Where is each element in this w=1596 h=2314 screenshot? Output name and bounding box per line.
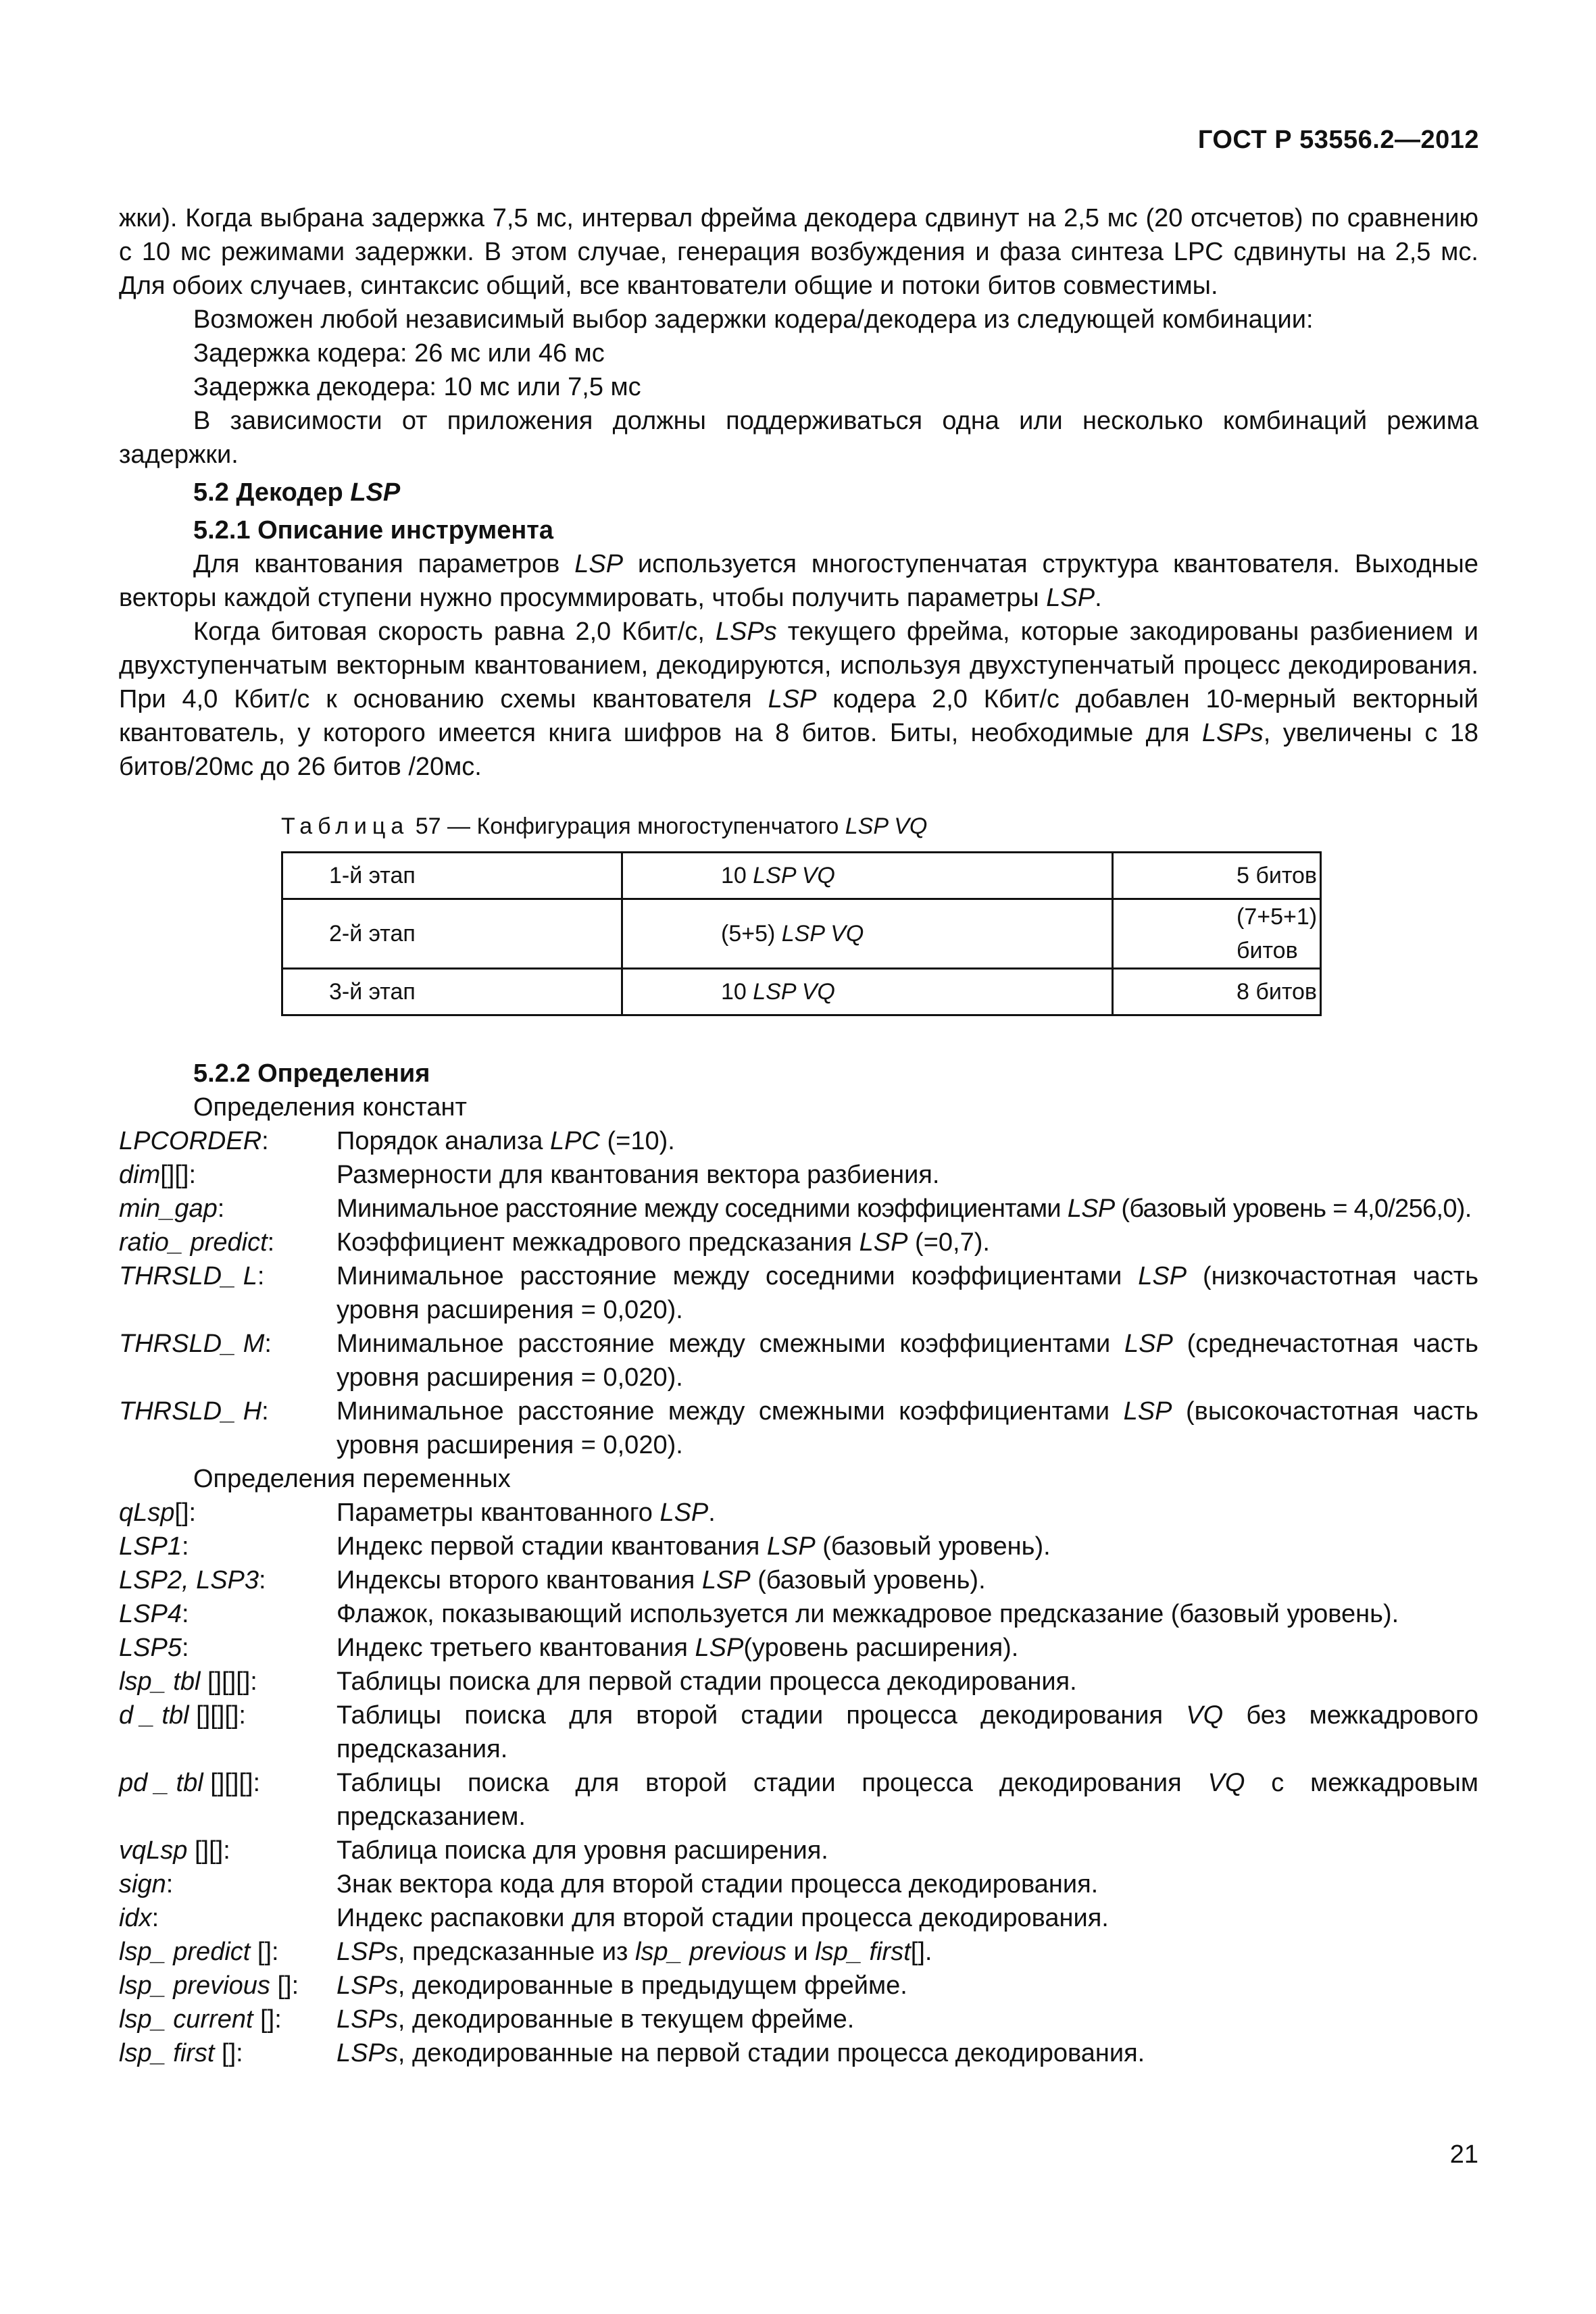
term-name: lsp_ previous <box>119 1971 270 2000</box>
definition-text <box>336 1766 1478 1834</box>
definition-term <box>119 1766 336 1834</box>
definition-part: LPC <box>550 1127 600 1155</box>
page-body <box>119 201 1478 2070</box>
term-suffix: [][]: <box>160 1161 197 1189</box>
definition-text <box>336 1394 1478 1462</box>
definition-part: Минимальное расстояние между соседними коэффициентами <box>336 1262 1139 1290</box>
term-suffix: []: <box>214 2039 243 2067</box>
term-name: LSP2, LSP3 <box>119 1566 259 1594</box>
definition-part: Таблицы поиска для второй стадии процесса декодирования <box>336 1701 1187 1730</box>
bits-cell: (7+5+1) битов <box>1113 899 1321 969</box>
table-row <box>282 969 1321 1015</box>
constants-subheading: Определения констант <box>193 1093 467 1122</box>
definition-row <box>119 1158 1478 1192</box>
definition-row <box>119 1192 1478 1226</box>
definition-part: LSP <box>1138 1262 1187 1290</box>
stage-cell: 3-й этап <box>282 969 622 1015</box>
definition-part: LSPs <box>336 2005 398 2034</box>
definition-text <box>336 1935 1478 1969</box>
definition-text <box>336 1969 1478 2003</box>
term-name: ratio_ predict <box>119 1228 268 1257</box>
variables-subheading: Определения переменных <box>193 1465 511 1493</box>
term-name: lsp_ current <box>119 2005 253 2034</box>
definition-part: LSP <box>766 1532 816 1561</box>
definition-term <box>119 1226 336 1259</box>
definition-row <box>119 1766 1478 1834</box>
definition-part: , предсказанные из <box>397 1938 636 1966</box>
table-row <box>282 853 1321 899</box>
definition-term <box>119 2003 336 2036</box>
definition-part: LSP <box>1123 1397 1172 1426</box>
definition-part: (базовый уровень = 4,0/256,0). <box>1114 1194 1472 1223</box>
definition-part: lsp_ previous <box>635 1938 787 1966</box>
definition-part: LSPs <box>336 2039 398 2067</box>
intro-paragraph-2: Возможен любой независимый выбор задержки кодера/декодера из следующей комбинации: <box>193 305 1314 334</box>
definition-part: (базовый уровень). <box>815 1532 1051 1561</box>
bits-cell: 5 битов <box>1113 853 1321 899</box>
definition-text <box>336 1665 1478 1699</box>
definition-term <box>119 1158 336 1192</box>
definition-part: , декодированные на первой стадии процесса декодирования. <box>397 2039 1145 2067</box>
definition-text <box>336 1901 1478 1935</box>
term-name: LPCORDER <box>119 1127 262 1155</box>
definition-part: , декодированные в предыдущем фрейме. <box>397 1971 907 2000</box>
definition-part: Индекс первой стадии квантования <box>336 1532 767 1561</box>
definition-part: (базовый уровень). <box>750 1566 986 1594</box>
term-name: pd _ tbl <box>119 1769 203 1797</box>
definition-text <box>336 1226 1478 1259</box>
term-name: dim <box>119 1161 161 1189</box>
term-suffix: : <box>181 1634 189 1662</box>
definition-row <box>119 1631 1478 1665</box>
vq-prefix: 10 <box>721 979 753 1005</box>
definition-part: lsp_ first <box>815 1938 911 1966</box>
definition-text <box>336 1631 1478 1665</box>
term-name: qLsp <box>119 1499 175 1527</box>
definition-part: LSP <box>859 1228 908 1257</box>
table-57 <box>281 851 1322 1016</box>
vq-prefix: (5+5) <box>721 921 782 947</box>
definition-part: (=10). <box>599 1127 675 1155</box>
definition-part: Флажок, показывающий используется ли межкадровое предсказание (базовый уровень). <box>336 1600 1399 1628</box>
term-suffix: []: <box>174 1499 197 1527</box>
term-suffix: : <box>217 1194 225 1223</box>
definition-row <box>119 2036 1478 2070</box>
definition-part: LSP <box>1124 1330 1173 1358</box>
definition-text <box>336 1563 1478 1597</box>
definition-part: Порядок анализа <box>336 1127 550 1155</box>
stage-cell: 1-й этап <box>282 853 622 899</box>
definition-term <box>119 1327 336 1394</box>
definition-part: без межкадрового предсказания. <box>336 1701 1478 1763</box>
definition-row <box>119 1867 1478 1901</box>
definition-row <box>119 1327 1478 1394</box>
term-suffix: [][][]: <box>203 1769 261 1797</box>
term-suffix: : <box>181 1532 189 1561</box>
term-name: lsp_ first <box>119 2039 215 2067</box>
intro-paragraph-4: Задержка декодера: 10 мс или 7,5 мс <box>193 373 641 401</box>
definition-term <box>119 1530 336 1563</box>
definition-part: []. <box>910 1938 932 1966</box>
definition-text <box>336 2003 1478 2036</box>
term-name: THRSLD_ L <box>119 1262 257 1290</box>
term-name: lsp_ tbl <box>119 1667 201 1696</box>
definition-part: Таблица поиска для уровня расширения. <box>336 1836 828 1865</box>
definition-row <box>119 1665 1478 1699</box>
definition-part: (высокочастотная часть уровня расширения = 0,020). <box>336 1397 1478 1459</box>
definition-part: Таблицы поиска для второй стадии процесса декодирования <box>336 1769 1208 1797</box>
vq-cell <box>622 899 1113 969</box>
vq-cell <box>622 969 1113 1015</box>
term-name: sign <box>119 1870 166 1898</box>
definition-term <box>119 1969 336 2003</box>
definition-part: с межкадровым предсказанием. <box>336 1769 1478 1831</box>
definition-part: LSPs <box>336 1938 398 1966</box>
term-suffix: : <box>261 1397 269 1426</box>
definition-row <box>119 1901 1478 1935</box>
definition-text <box>336 1327 1478 1394</box>
definition-row <box>119 1699 1478 1766</box>
definition-part: Коэффициент межкадрового предсказания <box>336 1228 859 1257</box>
definition-text <box>336 1158 1478 1192</box>
term-name: min_gap <box>119 1194 218 1223</box>
definition-term <box>119 1935 336 1969</box>
term-name: d _ tbl <box>119 1701 189 1730</box>
vq-cell <box>622 853 1113 899</box>
definition-part: Таблицы поиска для первой стадии процесса декодирования. <box>336 1667 1077 1696</box>
standard-code-header: ГОСТ Р 53556.2—2012 <box>1197 126 1479 154</box>
definition-term <box>119 1631 336 1665</box>
section-5-2-2-heading: 5.2.2 Определения <box>193 1059 430 1088</box>
variables-definition-list <box>119 1496 1478 2070</box>
definition-term <box>119 1259 336 1327</box>
definition-term <box>119 1901 336 1935</box>
definition-row <box>119 1834 1478 1867</box>
term-suffix: : <box>181 1600 189 1628</box>
definition-text <box>336 1496 1478 1530</box>
definition-row <box>119 1226 1478 1259</box>
definition-row <box>119 1935 1478 1969</box>
term-name: LSP5 <box>119 1634 182 1662</box>
definition-part: (низкочастотная часть уровня расширения = 0,020). <box>336 1262 1479 1324</box>
definition-part: Минимальное расстояние между смежными коэффициентами <box>336 1397 1124 1426</box>
definition-term <box>119 1867 336 1901</box>
vq-label: LSP VQ <box>781 921 864 947</box>
term-name: THRSLD_ M <box>119 1330 265 1358</box>
definition-term <box>119 1192 336 1226</box>
term-suffix: : <box>257 1262 265 1290</box>
term-suffix: : <box>259 1566 266 1594</box>
vq-prefix: 10 <box>721 863 753 888</box>
term-suffix: []: <box>253 2005 282 2034</box>
term-suffix: : <box>267 1228 275 1257</box>
definition-row <box>119 1394 1478 1462</box>
definition-row <box>119 2003 1478 2036</box>
definition-part: LSP <box>701 1566 751 1594</box>
definition-row <box>119 1530 1478 1563</box>
definition-part: (среднечастотная часть уровня расширения = 0,020). <box>336 1330 1478 1392</box>
vq-label: LSP VQ <box>753 979 835 1005</box>
definition-part: (уровень расширения). <box>743 1634 1019 1662</box>
term-name: LSP4 <box>119 1600 182 1628</box>
definition-row <box>119 1259 1478 1327</box>
definition-part: LSP <box>659 1499 709 1527</box>
definition-row <box>119 1563 1478 1597</box>
definition-part: LSP <box>1067 1194 1115 1223</box>
term-name: idx <box>119 1904 152 1932</box>
vq-label: LSP VQ <box>753 863 835 888</box>
definition-term <box>119 2036 336 2070</box>
section-5-2-1-paragraph-1: Для квантования параметров LSP используется многоступенчатая структура квантователя. Выходные векторы каждой ступени нужно просуммировать, чтобы получить параметры LSP. <box>119 550 1478 612</box>
term-name: THRSLD_ H <box>119 1397 262 1426</box>
definition-part: LSPs <box>336 1971 398 2000</box>
definition-part: Размерности для квантования вектора разбиения. <box>336 1161 940 1189</box>
definition-term <box>119 1394 336 1462</box>
definition-term <box>119 1699 336 1766</box>
definition-term <box>119 1124 336 1158</box>
definition-text <box>336 1192 1478 1226</box>
table-row <box>282 899 1321 969</box>
definition-part: . <box>708 1499 716 1527</box>
term-suffix: : <box>264 1330 272 1358</box>
definition-term <box>119 1496 336 1530</box>
term-name: vqLsp <box>119 1836 188 1865</box>
definition-text <box>336 1530 1478 1563</box>
term-suffix: [][][]: <box>200 1667 257 1696</box>
definition-part: Индексы второго квантования <box>336 1566 702 1594</box>
definition-term <box>119 1563 336 1597</box>
definition-text <box>336 2036 1478 2070</box>
definition-text <box>336 1834 1478 1867</box>
definition-text <box>336 1597 1478 1631</box>
term-name: LSP1 <box>119 1532 182 1561</box>
term-suffix: [][][]: <box>189 1701 246 1730</box>
definition-row <box>119 1496 1478 1530</box>
intro-paragraph-1: жки). Когда выбрана задержка 7,5 мс, интервал фрейма декодера сдвинут на 2,5 мс (20 отсчетов) по сравнению с 10 мс режимами задержки. В этом случае, генерация возбуждения и фаза синтеза LPC сдвинуты на 2,5 мс. Для обоих случаев, синтаксис общий, все квантователи общие и потоки битов совместимы. <box>119 204 1478 300</box>
definition-part: Индекс третьего квантования <box>336 1634 695 1662</box>
definition-part: VQ <box>1186 1701 1224 1730</box>
term-suffix: []: <box>270 1971 299 2000</box>
definition-part: Параметры квантованного <box>336 1499 660 1527</box>
definition-part: Минимальное расстояние между соседними коэффициентами <box>336 1194 1068 1223</box>
bits-cell: 8 битов <box>1113 969 1321 1015</box>
constants-definition-list <box>119 1124 1478 1462</box>
definition-term <box>119 1665 336 1699</box>
section-5-2-1-paragraph-2: Когда битовая скорость равна 2,0 Кбит/с, LSPs текущего фрейма, которые закодированы разбиением и двухступенчатым векторным квантованием, декодируются, используя двухступенчатый процесс декодирования. При 4,0 Кбит/с к основанию схемы квантователя LSP кодера 2,0 Кбит/с добавлен 10-мерный векторный квантователь, у которого имеется книга шифров на 8 битов. Биты, необходимые для LSPs, увеличены с 18 битов/20мс до 26 битов /20мс. <box>119 618 1478 781</box>
section-5-2-heading: 5.2 Декодер LSP <box>193 478 401 507</box>
definition-text <box>336 1124 1478 1158</box>
term-suffix: : <box>166 1870 174 1898</box>
page-number: 21 <box>1449 2140 1478 2169</box>
definition-row <box>119 1969 1478 2003</box>
definition-part: , декодированные в текущем фрейме. <box>397 2005 855 2034</box>
term-suffix: []: <box>250 1938 279 1966</box>
definition-part: (=0,7). <box>907 1228 990 1257</box>
definition-term <box>119 1597 336 1631</box>
term-suffix: : <box>261 1127 269 1155</box>
definition-part: и <box>786 1938 816 1966</box>
term-suffix: : <box>151 1904 159 1932</box>
definition-row <box>119 1124 1478 1158</box>
definition-text <box>336 1259 1478 1327</box>
table-57-caption: Таблица 57 — Конфигурация многоступенчатого LSP VQ <box>281 813 928 839</box>
definition-part: Индекс распаковки для второй стадии процесса декодирования. <box>336 1904 1109 1932</box>
stage-cell: 2-й этап <box>282 899 622 969</box>
definition-row <box>119 1597 1478 1631</box>
definition-text <box>336 1867 1478 1901</box>
definition-part: Знак вектора кода для второй стадии процесса декодирования. <box>336 1870 1099 1898</box>
term-name: lsp_ predict <box>119 1938 251 1966</box>
intro-paragraph-3: Задержка кодера: 26 мс или 46 мс <box>193 339 605 368</box>
definition-part: LSP <box>695 1634 744 1662</box>
definition-text <box>336 1699 1478 1766</box>
definition-part: Минимальное расстояние между смежными коэффициентами <box>336 1330 1125 1358</box>
definition-part: VQ <box>1207 1769 1245 1797</box>
intro-paragraph-5: В зависимости от приложения должны поддерживаться одна или несколько комбинаций режима задержки. <box>119 407 1478 469</box>
term-suffix: [][]: <box>187 1836 230 1865</box>
section-5-2-1-heading: 5.2.1 Описание инструмента <box>193 516 554 545</box>
definition-term <box>119 1834 336 1867</box>
